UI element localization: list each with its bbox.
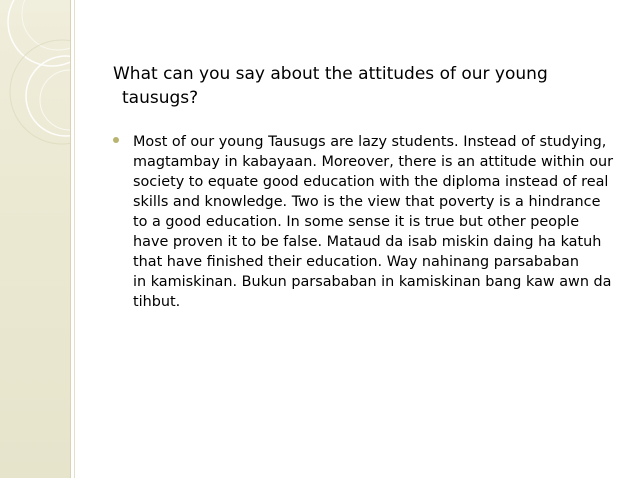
vertical-divider-secondary [74, 0, 75, 478]
slide-title-line-2: tausugs? [122, 88, 199, 108]
bullet-line: to a good education. In some sense it is true but other people [133, 214, 580, 230]
bullet-line: in kamiskinan. Bukun parsababan in kamiskinan bang kaw awn da [133, 274, 612, 290]
bullet-line: tihbut. [133, 294, 181, 310]
vertical-divider [70, 0, 71, 478]
bullet-text [133, 132, 623, 312]
bullet-dot-icon [113, 137, 119, 143]
bullet-item [113, 132, 613, 312]
decorative-side-band [0, 0, 70, 478]
bullet-line: that have finished their education. Way nahinang parsababan [133, 254, 579, 270]
slide-content [113, 62, 613, 312]
bullet-line: skills and knowledge. Two is the view that poverty is a hindrance [133, 194, 601, 210]
bullet-line: society to equate good education with the diploma instead of real [133, 174, 609, 190]
bullet-line: have proven it to be false. Mataud da isab miskin daing ha katuh [133, 234, 602, 250]
decorative-circles-icon [0, 0, 70, 478]
slide-title [113, 62, 613, 110]
bullet-line: magtambay in kabayaan. Moreover, there is an attitude within our [133, 154, 614, 170]
slide-title-line-1: What can you say about the attitudes of our young [113, 64, 548, 84]
bullet-line: Most of our young Tausugs are lazy students. Instead of studying, [133, 134, 607, 150]
